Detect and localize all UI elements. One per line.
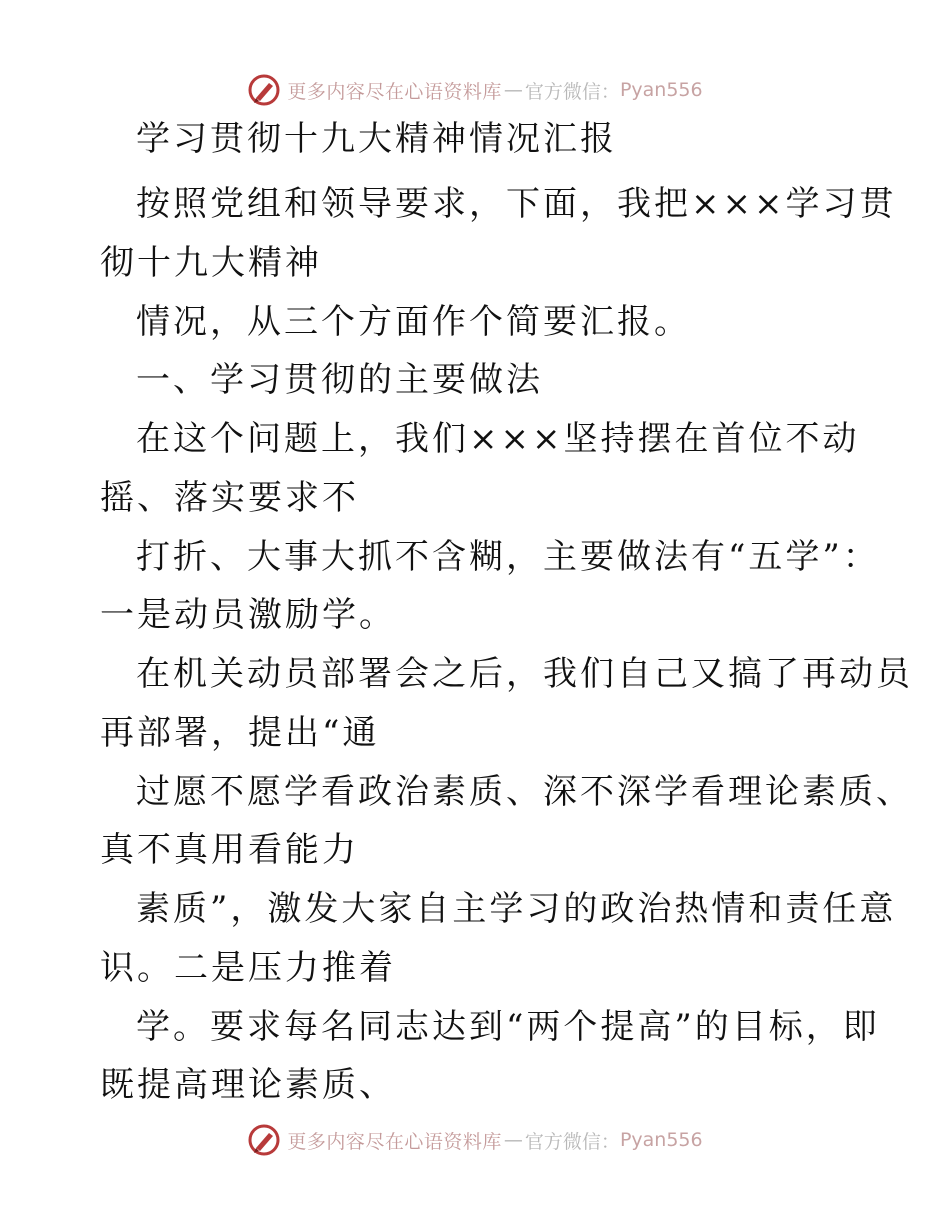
watermark-brand: 更多内容尽在心语资料库 bbox=[287, 1130, 502, 1153]
watermark-wechat-id: Pyan556 bbox=[619, 1129, 703, 1151]
watermark-banner-bottom bbox=[0, 1120, 950, 1160]
watermark-official-label: 官方微信： bbox=[524, 1130, 620, 1153]
watermark-dash: — bbox=[503, 1129, 523, 1151]
paragraph-line: 在这个问题上，我们×××坚持摆在首位不动 bbox=[136, 419, 860, 459]
watermark-dash: — bbox=[503, 79, 523, 101]
section-heading: 一、学习贯彻的主要做法 bbox=[136, 360, 543, 400]
paragraph-line: 再部署，提出“通 bbox=[100, 713, 380, 753]
watermark-brand: 更多内容尽在心语资料库 bbox=[287, 80, 502, 103]
paragraph-line: 真不真用看能力 bbox=[100, 830, 359, 870]
paragraph-line: 在机关动员部署会之后，我们自己又搞了再动员 bbox=[136, 654, 913, 694]
circle-pen-logo-icon bbox=[247, 1123, 281, 1157]
paragraph-line: 过愿不愿学看政治素质、深不深学看理论素质、 bbox=[136, 772, 913, 812]
watermark-official-label: 官方微信： bbox=[524, 80, 620, 103]
paragraph-line: 学。要求每名同志达到“两个提高”的目标，即 bbox=[136, 1007, 880, 1047]
paragraph-line: 彻十九大精神 bbox=[100, 243, 322, 283]
paragraph-line: 素质”，激发大家自主学习的政治热情和责任意 bbox=[136, 889, 897, 929]
paragraph-line: 摇、落实要求不 bbox=[100, 478, 359, 518]
watermark-banner-top bbox=[0, 70, 950, 110]
paragraph-line: 一是动员激励学。 bbox=[100, 595, 396, 635]
circle-pen-logo-icon bbox=[247, 73, 281, 107]
paragraph-line: 既提高理论素质、 bbox=[100, 1065, 396, 1105]
paragraph-line: 按照党组和领导要求，下面，我把×××学习贯 bbox=[136, 184, 897, 224]
paragraph-line: 情况，从三个方面作个简要汇报。 bbox=[136, 302, 691, 342]
watermark-wechat-id: Pyan556 bbox=[619, 79, 703, 101]
paragraph-line: 识。二是压力推着 bbox=[100, 948, 396, 988]
paragraph-line: 打折、大事大抓不含糊，主要做法有“五学”： bbox=[136, 537, 880, 577]
document-title: 学习贯彻十九大精神情况汇报 bbox=[136, 119, 617, 159]
